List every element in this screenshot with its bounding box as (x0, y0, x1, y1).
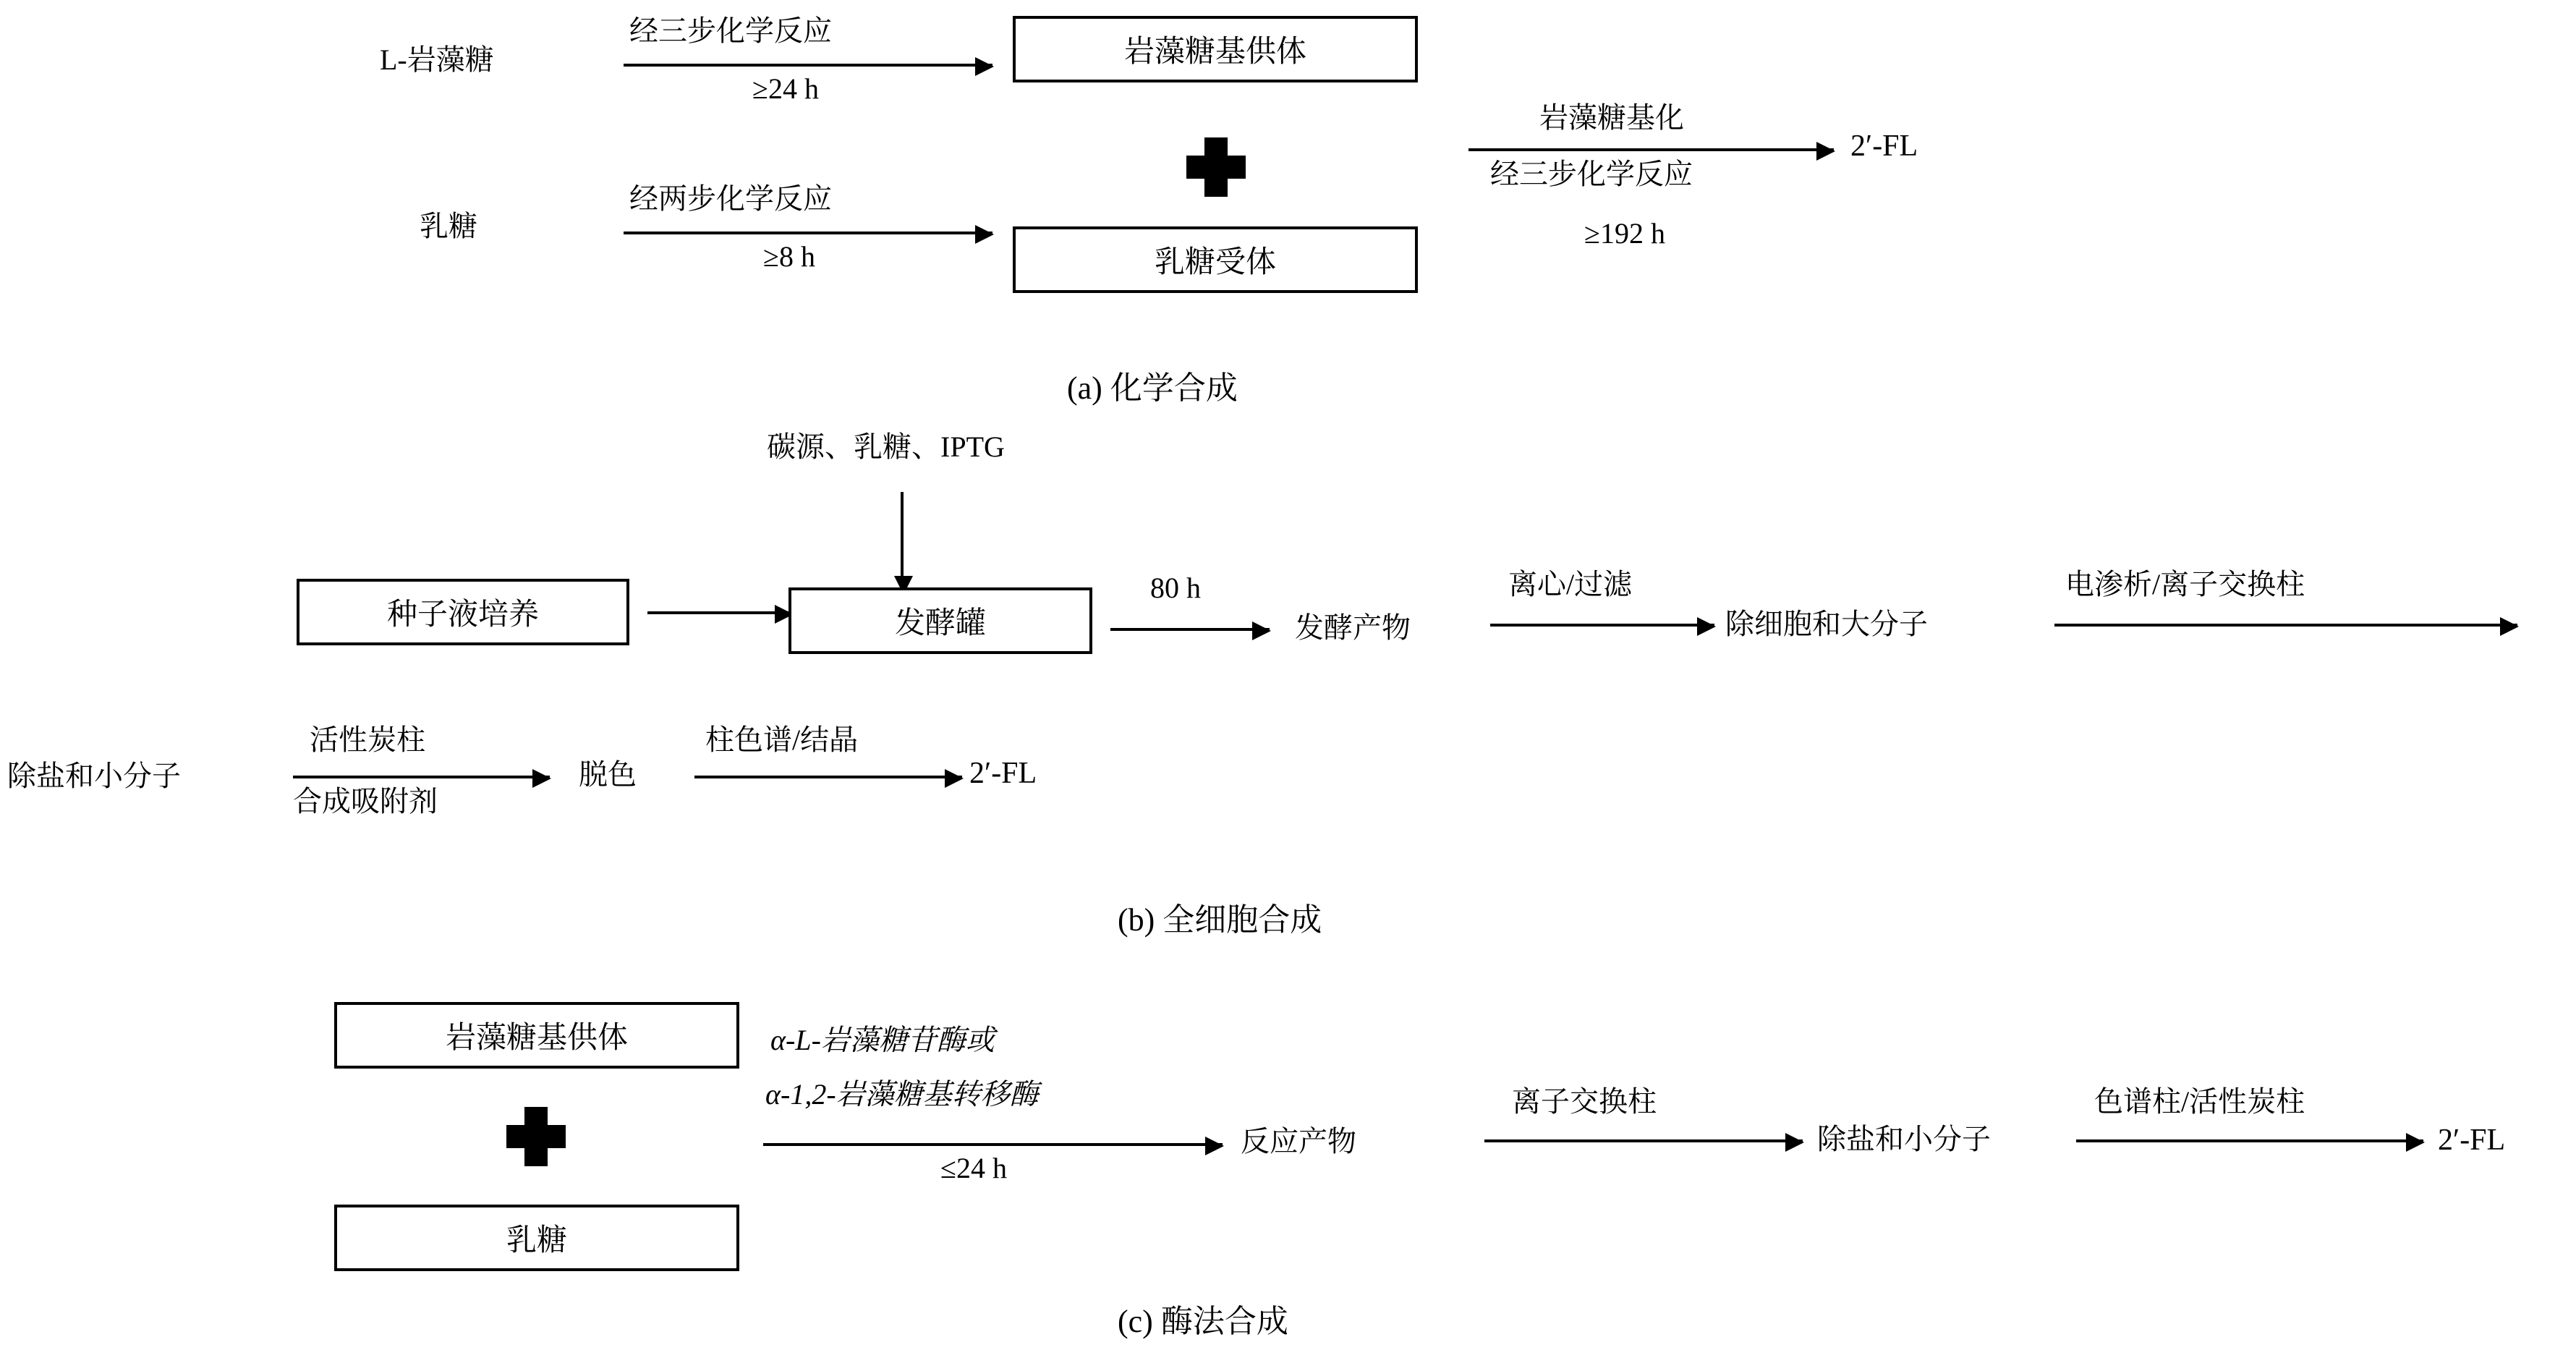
node-lactose: 乳糖 (420, 210, 477, 242)
arrow-label-a3-below2: ≥192 h (1584, 217, 1665, 250)
box-lactose-acceptor: 乳糖受体 (1013, 226, 1418, 293)
node-fucose: L-岩藻糖 (380, 43, 494, 76)
arrow-label-b4-above: 电渗析/离子交换柱 (2065, 568, 2305, 600)
arrow-label-b2-above: 80 h (1150, 572, 1201, 604)
arrow-label-c1-below: ≤24 h (940, 1152, 1007, 1184)
plus-icon-c (506, 1107, 566, 1166)
arrow-b3 (1490, 624, 1714, 627)
node-product-b: 2′-FL (969, 757, 1037, 790)
arrow-a1 (624, 64, 992, 67)
arrow-a2 (624, 232, 992, 234)
node-desalt-c: 除盐和小分子 (1817, 1123, 1991, 1155)
plus-icon-a (1186, 137, 1246, 197)
arrow-label-b5-above: 活性炭柱 (310, 723, 425, 756)
caption-panel-a: (a) 化学合成 (1067, 370, 1238, 406)
arrow-c2 (1484, 1139, 1803, 1142)
box-lactose-c: 乳糖 (334, 1205, 739, 1271)
arrow-b-feed (901, 492, 904, 593)
box-fucosyl-donor-c: 岩藻糖基供体 (334, 1002, 739, 1069)
arrow-c1 (763, 1143, 1223, 1146)
arrow-label-c3-above: 色谱柱/活性炭柱 (2094, 1085, 2305, 1118)
arrow-label-a3-below: 经三步化学反应 (1490, 158, 1693, 190)
arrow-label-a3-above: 岩藻糖基化 (1539, 101, 1684, 134)
arrow-label-b3-above: 离心/过滤 (1508, 568, 1633, 600)
arrow-c3 (2076, 1139, 2423, 1142)
box-seed-culture: 种子液培养 (297, 579, 629, 645)
node-reaction-product: 反应产物 (1241, 1125, 1356, 1158)
arrow-label-a2-above: 经两步化学反应 (629, 182, 832, 215)
arrow-a3 (1468, 148, 1834, 151)
arrow-label-a2-below: ≥8 h (763, 240, 815, 273)
node-decolor: 脱色 (579, 758, 637, 791)
arrow-label-b6-above: 柱色谱/结晶 (705, 723, 859, 756)
arrow-label-b5-below: 合成吸附剂 (293, 785, 438, 818)
arrow-label-c1-above2: α-1,2-岩藻糖基转移酶 (765, 1078, 1039, 1111)
node-broth: 发酵产物 (1295, 611, 1411, 644)
node-desalt-b: 除盐和小分子 (7, 760, 181, 792)
arrow-label-c1-above: α-L-岩藻糖苷酶或 (770, 1024, 995, 1056)
arrow-label-a1-above: 经三步化学反应 (629, 14, 832, 47)
box-fucosyl-donor: 岩藻糖基供体 (1013, 16, 1418, 82)
caption-panel-b: (b) 全细胞合成 (1118, 902, 1322, 938)
node-product-a: 2′-FL (1850, 130, 1918, 163)
arrow-b2 (1110, 628, 1270, 631)
box-fermenter: 发酵罐 (788, 587, 1092, 654)
arrow-label-a1-below: ≥24 h (752, 72, 819, 105)
arrow-b4 (2054, 624, 2517, 627)
node-decell: 除细胞和大分子 (1725, 608, 1928, 640)
node-product-c: 2′-FL (2438, 1124, 2506, 1157)
arrow-b5 (293, 776, 550, 778)
node-feed: 碳源、乳糖、IPTG (767, 430, 1005, 463)
caption-panel-c: (c) 酶法合成 (1118, 1304, 1288, 1339)
arrow-b1 (647, 611, 792, 614)
arrow-b6 (694, 776, 962, 778)
arrow-label-c2-above: 离子交换柱 (1512, 1085, 1657, 1118)
